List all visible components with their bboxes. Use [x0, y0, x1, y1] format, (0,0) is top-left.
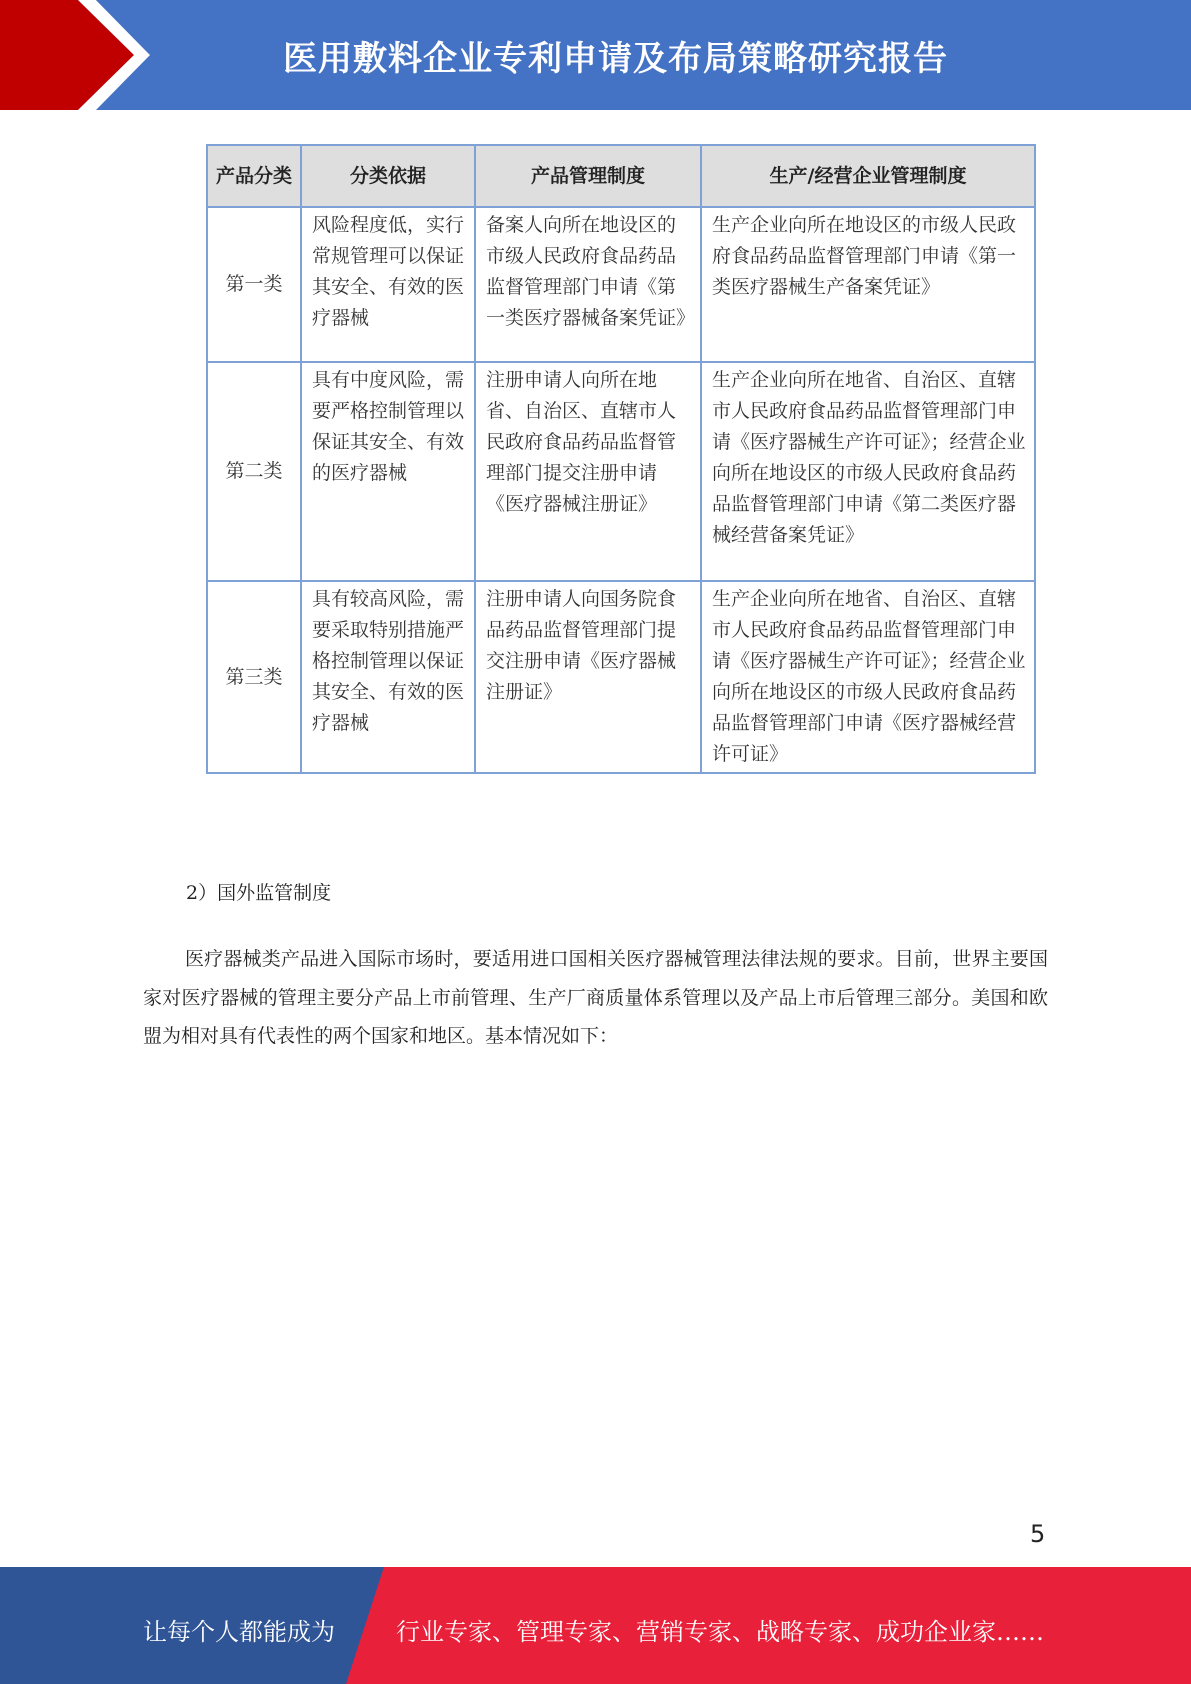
header-enterprise-management: 生产/经营企业管理制度 [701, 145, 1035, 207]
regulation-table-container [206, 144, 1034, 774]
basis-cell: 风险程度低，实行常规管理可以保证其安全、有效的医疗器械 [301, 207, 475, 362]
category-cell: 第三类 [207, 581, 301, 773]
header-title: 医用敷料企业专利申请及布局策略研究报告 [283, 38, 948, 79]
header-product-category: 产品分类 [207, 145, 301, 207]
enterprise-management-cell: 生产企业向所在地设区的市级人民政府食品药品监督管理部门申请《第一类医疗器械生产备案凭证》 [701, 207, 1035, 362]
regulation-table [206, 144, 1036, 774]
table-caption-fragment [206, 128, 536, 134]
basis-cell: 具有中度风险，需要严格控制管理以保证其安全、有效的医疗器械 [301, 362, 475, 581]
basis-cell: 具有较高风险，需要采取特别措施严格控制管理以保证其安全、有效的医疗器械 [301, 581, 475, 773]
enterprise-management-cell: 生产企业向所在地省、自治区、直辖市人民政府食品药品监督管理部门申请《医疗器械生产许可证》；经营企业向所在地设区的市级人民政府食品药品监督管理部门申请《第二类医疗器械经营备案凭证》 [701, 362, 1035, 581]
page-header [0, 0, 1191, 110]
enterprise-management-cell: 生产企业向所在地省、自治区、直辖市人民政府食品药品监督管理部门申请《医疗器械生产许可证》；经营企业向所在地设区的市级人民政府食品药品监督管理部门申请《医疗器械经营许可证》 [701, 581, 1035, 773]
header-arrow-graphic [0, 0, 160, 110]
body-paragraph: 医疗器械类产品进入国际市场时，要适用进口国相关医疗器械管理法律法规的要求。目前，世界主要国家对医疗器械的管理主要分产品上市前管理、生产厂商质量体系管理以及产品上市后管理三部分。美国和欧盟为相对具有代表性的两个国家和地区。基本情况如下： [143, 948, 1048, 1047]
table-header-row [207, 145, 1035, 207]
category-cell: 第二类 [207, 362, 301, 581]
section-subheading: 2）国外监管制度 [186, 882, 332, 904]
product-management-cell: 注册申请人向国务院食品药品监督管理部门提交注册申请《医疗器械注册证》 [475, 581, 701, 773]
table-row [207, 207, 1035, 362]
header-classification-basis: 分类依据 [301, 145, 475, 207]
table-row [207, 581, 1035, 773]
header-product-management: 产品管理制度 [475, 145, 701, 207]
category-cell: 第一类 [207, 207, 301, 362]
product-management-cell: 注册申请人向所在地省、自治区、直辖市人民政府食品药品监督管理部门提交注册申请《医疗器械注册证》 [475, 362, 701, 581]
product-management-cell: 备案人向所在地设区的市级人民政府食品药品监督管理部门申请《第一类医疗器械备案凭证》 [475, 207, 701, 362]
page-number: 5 [1030, 1520, 1046, 1548]
footer-slogan-left: 让每个人都能成为 [143, 1618, 335, 1646]
table-row [207, 362, 1035, 581]
footer-slogan-right: 行业专家、管理专家、营销专家、战略专家、成功企业家…… [396, 1618, 1044, 1646]
